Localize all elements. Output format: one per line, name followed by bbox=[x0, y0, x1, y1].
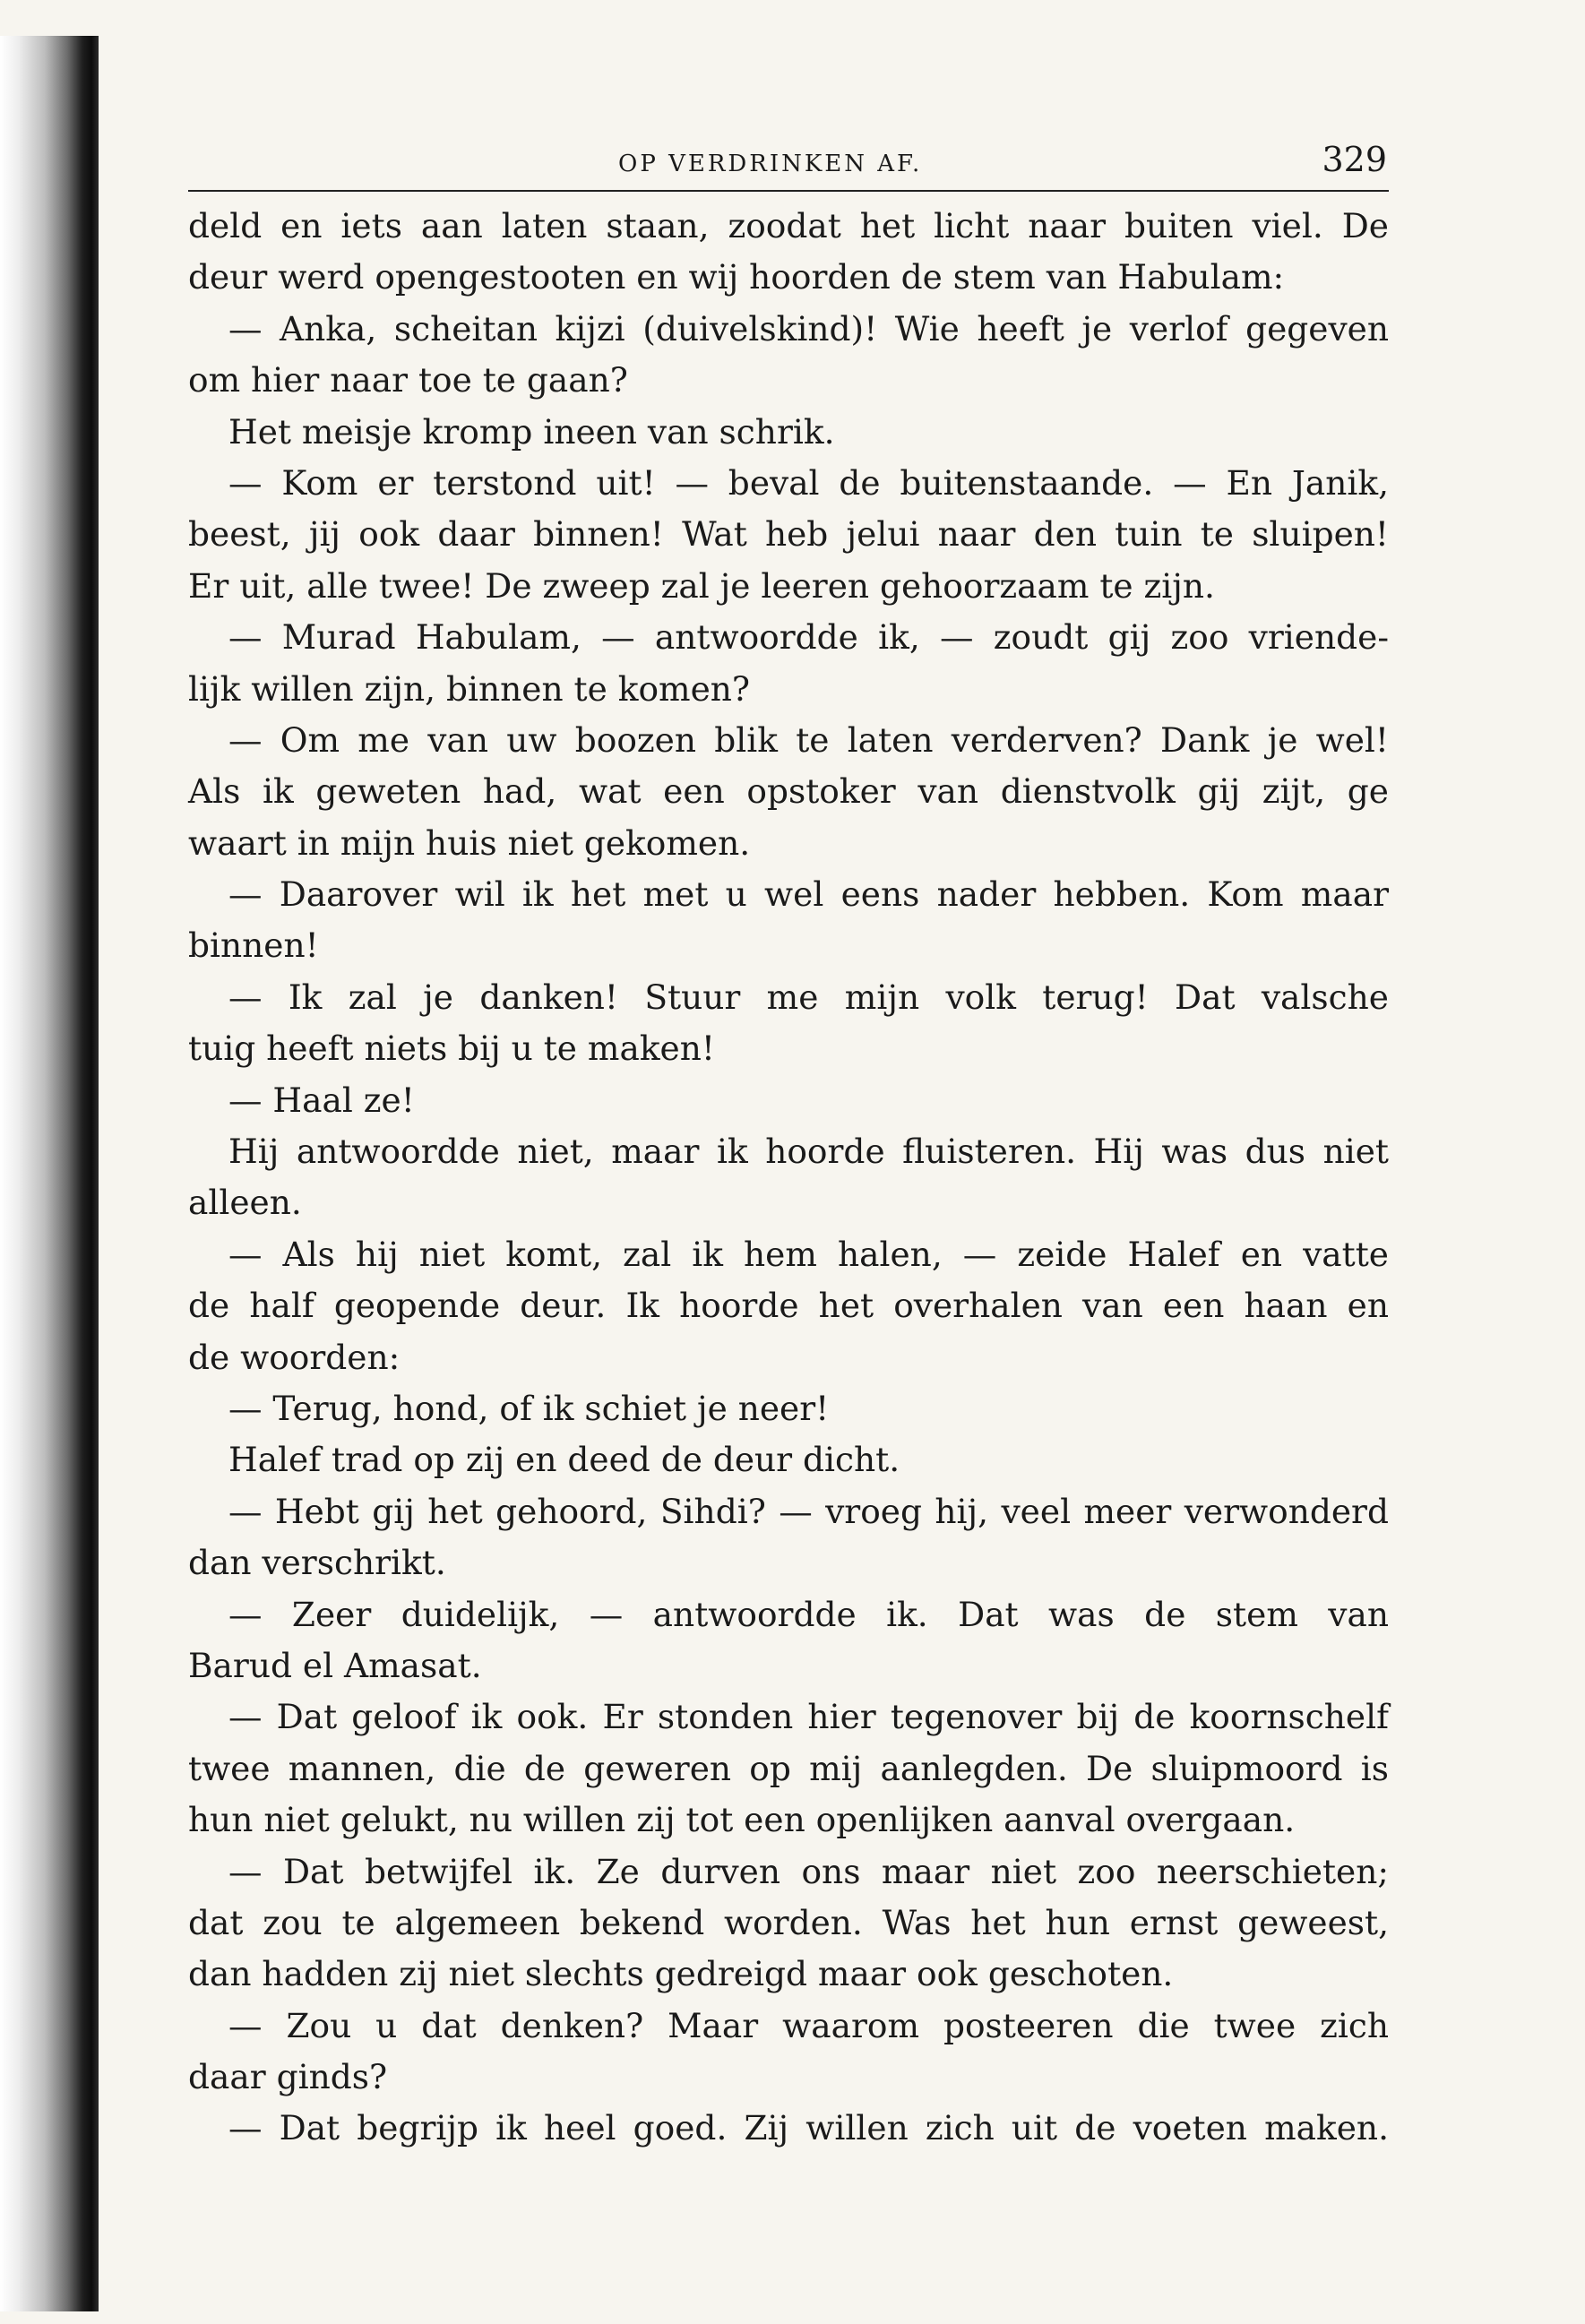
text-line: de half geopende deur. Ik hoorde het overhalen van een haan en bbox=[188, 1286, 1389, 1326]
text-line: deld en iets aan laten staan, zoodat het licht naar buiten viel. De bbox=[188, 206, 1389, 245]
text-line: tuig heeft niets bij u te maken! bbox=[188, 1029, 715, 1069]
page-header bbox=[188, 134, 1389, 192]
book-binding-shadow bbox=[0, 36, 99, 2311]
running-title: OP VERDRINKEN AF. bbox=[618, 151, 923, 177]
text-line: — Om me van uw boozen blik te laten verderven? Dank je wel! bbox=[228, 719, 1389, 760]
text-line: Er uit, alle twee! De zweep zal je leeren gehoorzaam te zijn. bbox=[188, 565, 1215, 606]
text-line: — Murad Habulam, — antwoordde ik, — zoudt gij zoo vriende- bbox=[228, 617, 1389, 658]
text-line: twee mannen, die de geweren op mij aanlegden. De sluipmoord is bbox=[188, 1748, 1389, 1788]
text-line: — Dat geloof ik ook. Er stonden hier tegenover bij de koornschelf bbox=[228, 1697, 1389, 1737]
text-line: — Kom er terstond uit! — beval de buitenstaande. — En Janik, bbox=[228, 462, 1389, 503]
text-line: hun niet gelukt, nu willen zij tot een openlijken aanval overgaan. bbox=[188, 1800, 1296, 1840]
text-line: dan verschrikt. bbox=[188, 1543, 446, 1583]
text-line: — Zeer duidelijk, — antwoordde ik. Dat was de stem van bbox=[228, 1594, 1389, 1634]
text-line: Het meisje kromp ineen van schrik. bbox=[228, 411, 835, 452]
text-line: waart in mijn huis niet gekomen. bbox=[188, 822, 751, 863]
text-line: om hier naar toe te gaan? bbox=[188, 360, 628, 400]
text-line: lijk willen zijn, binnen te komen? bbox=[188, 668, 751, 709]
body-text bbox=[188, 201, 1389, 2155]
text-line: dat zou te algemeen bekend worden. Was het hun ernst geweest, bbox=[188, 1902, 1389, 1942]
text-line: alleen. bbox=[188, 1183, 302, 1223]
text-line: Barud el Amasat. bbox=[188, 1645, 482, 1685]
text-line: — Daarover wil ik het met u wel eens nader hebben. Kom maar bbox=[228, 874, 1389, 915]
text-line: — Terug, hond, of ik schiet je neer! bbox=[228, 1388, 830, 1428]
text-line: de woorden: bbox=[188, 1337, 401, 1377]
text-line: — Als hij niet komt, zal ik hem halen, — zeide Halef en vatte bbox=[228, 1234, 1389, 1274]
text-line: Halef trad op zij en deed de deur dicht. bbox=[228, 1440, 900, 1480]
text-line: — Dat betwijfel ik. Ze durven ons maar niet zoo neerschieten; bbox=[228, 1851, 1389, 1891]
text-line: daar ginds? bbox=[188, 2057, 388, 2097]
text-line: — Zou u dat denken? Maar waarom posteeren die twee zich bbox=[228, 2005, 1389, 2045]
text-line: Hij antwoordde niet, maar ik hoorde fluisteren. Hij was dus niet bbox=[228, 1132, 1389, 1172]
text-line: beest, jij ook daar binnen! Wat heb jelui naar den tuin te sluipen! bbox=[188, 514, 1389, 555]
text-line: — Haal ze! bbox=[228, 1080, 415, 1120]
book-page bbox=[188, 134, 1389, 2195]
text-line: — Dat begrijp ik heel goed. Zij willen zich uit de voeten maken. bbox=[228, 2108, 1389, 2148]
text-line: deur werd opengestooten en wij hoorden de stem van Habulam: bbox=[188, 257, 1285, 297]
text-line: — Anka, scheitan kijzi (duivelskind)! Wie heeft je verlof gegeven bbox=[228, 308, 1389, 349]
text-line: Als ik geweten had, wat een opstoker van dienstvolk gij zijt, ge bbox=[188, 771, 1389, 812]
text-line: — Ik zal je danken! Stuur me mijn volk terug! Dat valsche bbox=[228, 977, 1389, 1017]
text-line: — Hebt gij het gehoord, Sihdi? — vroeg hij, veel meer verwonderd bbox=[228, 1491, 1389, 1531]
page-number: 329 bbox=[1322, 140, 1387, 179]
text-line: binnen! bbox=[188, 925, 319, 966]
text-line: dan hadden zij niet slechts gedreigd maar ook geschoten. bbox=[188, 1954, 1174, 1994]
